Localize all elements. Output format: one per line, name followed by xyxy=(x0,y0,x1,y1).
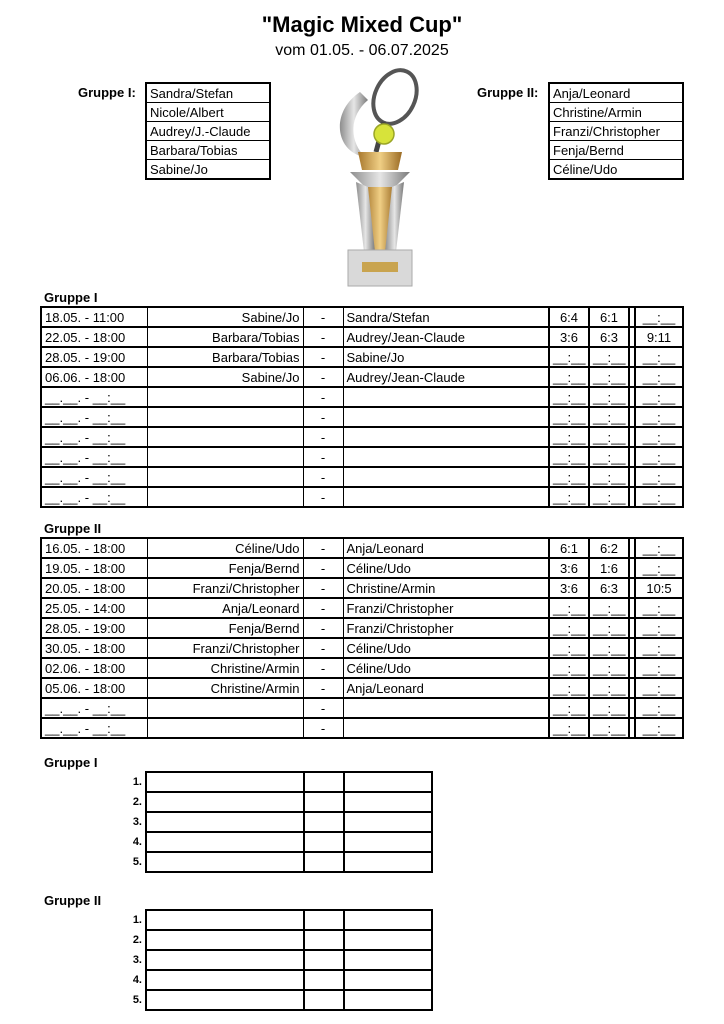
match-home-team xyxy=(147,447,303,467)
set-2-score: __:__ xyxy=(589,638,629,658)
match-row xyxy=(41,467,683,487)
rank-number: 2. xyxy=(132,796,142,808)
match-away-team: Céline/Udo xyxy=(343,638,549,658)
match-date: 28.05. - 19:00 xyxy=(41,347,147,367)
match-date: 06.06. - 18:00 xyxy=(41,367,147,387)
match-home-team: Anja/Leonard xyxy=(147,598,303,618)
match-home-team xyxy=(147,718,303,738)
standings-row xyxy=(128,910,432,930)
rank-number: 3. xyxy=(132,954,142,966)
standings-group-1-table xyxy=(128,771,433,873)
set-1-score: 6:4 xyxy=(549,307,589,327)
standings-group-2-table xyxy=(128,909,433,1011)
rank-number: 5. xyxy=(132,856,142,868)
roster-team: Nicole/Albert xyxy=(146,103,270,122)
match-date: 16.05. - 18:00 xyxy=(41,538,147,558)
set-1-score: __:__ xyxy=(549,487,589,507)
match-row xyxy=(41,678,683,698)
standings-points-cell xyxy=(304,950,344,970)
standings-points-cell xyxy=(304,832,344,852)
match-home-team: Céline/Udo xyxy=(147,538,303,558)
rank-number: 4. xyxy=(132,974,142,986)
tiebreak-score: __:__ xyxy=(635,367,683,387)
match-separator: - xyxy=(303,307,343,327)
tiebreak-score: __:__ xyxy=(635,698,683,718)
standings-points-cell xyxy=(304,970,344,990)
set-1-score: __:__ xyxy=(549,698,589,718)
set-1-score: __:__ xyxy=(549,387,589,407)
match-away-team: Sabine/Jo xyxy=(343,347,549,367)
match-away-team: Anja/Leonard xyxy=(343,678,549,698)
tiebreak-score: __:__ xyxy=(635,718,683,738)
match-separator: - xyxy=(303,678,343,698)
match-row xyxy=(41,718,683,738)
match-separator: - xyxy=(303,487,343,507)
match-row xyxy=(41,367,683,387)
match-row xyxy=(41,347,683,367)
match-date: 18.05. - 11:00 xyxy=(41,307,147,327)
set-2-score: 6:1 xyxy=(589,307,629,327)
standings-row xyxy=(128,832,432,852)
roster-team: Céline/Udo xyxy=(549,160,683,180)
match-row xyxy=(41,327,683,347)
match-home-team: Christine/Armin xyxy=(147,678,303,698)
group-2-roster xyxy=(548,82,684,180)
standings-row xyxy=(128,950,432,970)
rank-number: 2. xyxy=(132,934,142,946)
match-away-team xyxy=(343,718,549,738)
match-date: 30.05. - 18:00 xyxy=(41,638,147,658)
match-home-team: Christine/Armin xyxy=(147,658,303,678)
match-date: __.__. - __:__ xyxy=(41,698,147,718)
rank-number: 1. xyxy=(132,776,142,788)
roster-team: Sandra/Stefan xyxy=(146,83,270,103)
match-row xyxy=(41,447,683,467)
match-away-team xyxy=(343,387,549,407)
standings-row xyxy=(128,970,432,990)
tiebreak-score: __:__ xyxy=(635,427,683,447)
tiebreak-score: __:__ xyxy=(635,447,683,467)
set-1-score: __:__ xyxy=(549,638,589,658)
standings-sets-cell xyxy=(344,852,432,872)
tiebreak-score: __:__ xyxy=(635,307,683,327)
set-2-score: 6:3 xyxy=(589,578,629,598)
standings-team-cell xyxy=(146,812,304,832)
match-away-team: Céline/Udo xyxy=(343,658,549,678)
match-date: __.__. - __:__ xyxy=(41,467,147,487)
match-date: 28.05. - 19:00 xyxy=(41,618,147,638)
match-date: 05.06. - 18:00 xyxy=(41,678,147,698)
set-2-score: __:__ xyxy=(589,387,629,407)
standings-team-cell xyxy=(146,910,304,930)
match-separator: - xyxy=(303,698,343,718)
match-away-team xyxy=(343,407,549,427)
tiebreak-score: __:__ xyxy=(635,467,683,487)
match-away-team xyxy=(343,698,549,718)
set-1-score: __:__ xyxy=(549,618,589,638)
tiebreak-score: __:__ xyxy=(635,658,683,678)
match-away-team xyxy=(343,447,549,467)
standings-row xyxy=(128,772,432,792)
roster-team: Barbara/Tobias xyxy=(146,141,270,160)
standings-sets-cell xyxy=(344,990,432,1010)
standings-row xyxy=(128,792,432,812)
set-1-score: 3:6 xyxy=(549,578,589,598)
tiebreak-score: __:__ xyxy=(635,387,683,407)
match-home-team: Barbara/Tobias xyxy=(147,347,303,367)
roster-team: Fenja/Bernd xyxy=(549,141,683,160)
match-separator: - xyxy=(303,467,343,487)
match-row xyxy=(41,618,683,638)
match-row xyxy=(41,387,683,407)
match-date: __.__. - __:__ xyxy=(41,407,147,427)
match-separator: - xyxy=(303,387,343,407)
standings-points-cell xyxy=(304,990,344,1010)
standings-row xyxy=(128,930,432,950)
standings-sets-cell xyxy=(344,792,432,812)
match-away-team xyxy=(343,427,549,447)
match-home-team: Fenja/Bernd xyxy=(147,618,303,638)
rank-number: 5. xyxy=(132,994,142,1006)
match-separator: - xyxy=(303,327,343,347)
match-row xyxy=(41,638,683,658)
set-2-score: __:__ xyxy=(589,467,629,487)
match-row xyxy=(41,538,683,558)
set-1-score: __:__ xyxy=(549,367,589,387)
standings-team-cell xyxy=(146,950,304,970)
match-date: __.__. - __:__ xyxy=(41,387,147,407)
standings-points-cell xyxy=(304,792,344,812)
match-home-team xyxy=(147,467,303,487)
tiebreak-score: __:__ xyxy=(635,618,683,638)
page-subtitle: vom 01.05. - 06.07.2025 xyxy=(275,42,449,59)
set-1-score: __:__ xyxy=(549,658,589,678)
set-2-score: __:__ xyxy=(589,678,629,698)
match-separator: - xyxy=(303,427,343,447)
set-2-score: __:__ xyxy=(589,698,629,718)
match-separator: - xyxy=(303,407,343,427)
match-away-team: Céline/Udo xyxy=(343,558,549,578)
match-row xyxy=(41,598,683,618)
standings-sets-cell xyxy=(344,832,432,852)
match-row xyxy=(41,658,683,678)
trophy-image xyxy=(320,62,440,288)
tiebreak-score: 9:11 xyxy=(635,327,683,347)
standings-points-cell xyxy=(304,930,344,950)
match-date: __.__. - __:__ xyxy=(41,447,147,467)
standings-team-cell xyxy=(146,792,304,812)
tiebreak-score: __:__ xyxy=(635,638,683,658)
match-home-team: Franzi/Christopher xyxy=(147,578,303,598)
match-date: 20.05. - 18:00 xyxy=(41,578,147,598)
set-1-score: __:__ xyxy=(549,718,589,738)
set-2-score: __:__ xyxy=(589,487,629,507)
standings-points-cell xyxy=(304,812,344,832)
match-separator: - xyxy=(303,638,343,658)
match-separator: - xyxy=(303,367,343,387)
standings-row xyxy=(128,852,432,872)
set-2-score: 6:3 xyxy=(589,327,629,347)
match-home-team xyxy=(147,427,303,447)
match-date: 22.05. - 18:00 xyxy=(41,327,147,347)
set-2-score: 1:6 xyxy=(589,558,629,578)
match-row xyxy=(41,698,683,718)
set-2-score: __:__ xyxy=(589,598,629,618)
set-1-score: __:__ xyxy=(549,678,589,698)
standings-sets-cell xyxy=(344,930,432,950)
set-1-score: __:__ xyxy=(549,598,589,618)
schedule-group-1-title: Gruppe I xyxy=(44,290,98,305)
roster-team: Sabine/Jo xyxy=(146,160,270,180)
match-row xyxy=(41,407,683,427)
match-home-team: Sabine/Jo xyxy=(147,307,303,327)
match-separator: - xyxy=(303,347,343,367)
standings-points-cell xyxy=(304,852,344,872)
standings-group-2-title: Gruppe II xyxy=(44,893,102,908)
match-row xyxy=(41,578,683,598)
group-1-roster-label: Gruppe I: xyxy=(78,85,136,100)
rank-number: 4. xyxy=(132,836,142,848)
schedule-group-1-table xyxy=(40,306,684,508)
match-date: __.__. - __:__ xyxy=(41,487,147,507)
match-away-team: Franzi/Christopher xyxy=(343,618,549,638)
set-1-score: 3:6 xyxy=(549,327,589,347)
standings-team-cell xyxy=(146,852,304,872)
match-row xyxy=(41,307,683,327)
set-1-score: __:__ xyxy=(549,447,589,467)
match-separator: - xyxy=(303,598,343,618)
set-2-score: __:__ xyxy=(589,367,629,387)
match-date: __.__. - __:__ xyxy=(41,427,147,447)
match-home-team: Franzi/Christopher xyxy=(147,638,303,658)
roster-team: Franzi/Christopher xyxy=(549,122,683,141)
match-home-team: Sabine/Jo xyxy=(147,367,303,387)
standings-team-cell xyxy=(146,772,304,792)
tiebreak-score: __:__ xyxy=(635,678,683,698)
match-home-team xyxy=(147,387,303,407)
match-home-team xyxy=(147,487,303,507)
roster-team: Anja/Leonard xyxy=(549,83,683,103)
schedule-group-2-table xyxy=(40,537,684,739)
tiebreak-score: __:__ xyxy=(635,487,683,507)
tiebreak-score: __:__ xyxy=(635,558,683,578)
group-2-roster-label: Gruppe II: xyxy=(477,85,539,100)
standings-team-cell xyxy=(146,990,304,1010)
roster-team: Christine/Armin xyxy=(549,103,683,122)
tiebreak-score: 10:5 xyxy=(635,578,683,598)
set-2-score: __:__ xyxy=(589,347,629,367)
page-title: "Magic Mixed Cup" xyxy=(261,12,463,37)
match-away-team xyxy=(343,487,549,507)
match-row xyxy=(41,558,683,578)
set-1-score: 6:1 xyxy=(549,538,589,558)
set-2-score: 6:2 xyxy=(589,538,629,558)
match-separator: - xyxy=(303,718,343,738)
match-away-team: Sandra/Stefan xyxy=(343,307,549,327)
match-away-team: Franzi/Christopher xyxy=(343,598,549,618)
match-date: 25.05. - 14:00 xyxy=(41,598,147,618)
set-2-score: __:__ xyxy=(589,618,629,638)
match-date: 19.05. - 18:00 xyxy=(41,558,147,578)
standings-row xyxy=(128,812,432,832)
set-2-score: __:__ xyxy=(589,447,629,467)
match-separator: - xyxy=(303,618,343,638)
set-2-score: __:__ xyxy=(589,718,629,738)
standings-sets-cell xyxy=(344,950,432,970)
set-1-score: __:__ xyxy=(549,407,589,427)
match-date: 02.06. - 18:00 xyxy=(41,658,147,678)
standings-sets-cell xyxy=(344,812,432,832)
standings-team-cell xyxy=(146,832,304,852)
standings-group-1-title: Gruppe I xyxy=(44,755,98,770)
rank-number: 3. xyxy=(132,816,142,828)
standings-sets-cell xyxy=(344,970,432,990)
standings-row xyxy=(128,990,432,1010)
tiebreak-score: __:__ xyxy=(635,538,683,558)
match-home-team: Barbara/Tobias xyxy=(147,327,303,347)
match-away-team: Anja/Leonard xyxy=(343,538,549,558)
set-1-score: __:__ xyxy=(549,347,589,367)
rank-number: 1. xyxy=(132,914,142,926)
match-separator: - xyxy=(303,658,343,678)
match-away-team: Audrey/Jean-Claude xyxy=(343,367,549,387)
tiebreak-score: __:__ xyxy=(635,407,683,427)
standings-sets-cell xyxy=(344,772,432,792)
match-separator: - xyxy=(303,558,343,578)
standings-team-cell xyxy=(146,930,304,950)
match-separator: - xyxy=(303,447,343,467)
standings-team-cell xyxy=(146,970,304,990)
set-2-score: __:__ xyxy=(589,658,629,678)
tiebreak-score: __:__ xyxy=(635,598,683,618)
set-1-score: __:__ xyxy=(549,427,589,447)
match-home-team: Fenja/Bernd xyxy=(147,558,303,578)
standings-sets-cell xyxy=(344,910,432,930)
schedule-group-2-title: Gruppe II xyxy=(44,521,102,536)
tiebreak-score: __:__ xyxy=(635,347,683,367)
group-1-roster xyxy=(145,82,271,180)
match-date: __.__. - __:__ xyxy=(41,718,147,738)
set-2-score: __:__ xyxy=(589,407,629,427)
match-away-team xyxy=(343,467,549,487)
match-away-team: Christine/Armin xyxy=(343,578,549,598)
match-separator: - xyxy=(303,578,343,598)
set-1-score: __:__ xyxy=(549,467,589,487)
roster-team: Audrey/J.-Claude xyxy=(146,122,270,141)
match-row xyxy=(41,427,683,447)
match-away-team: Audrey/Jean-Claude xyxy=(343,327,549,347)
set-1-score: 3:6 xyxy=(549,558,589,578)
match-home-team xyxy=(147,698,303,718)
standings-points-cell xyxy=(304,910,344,930)
match-row xyxy=(41,487,683,507)
match-home-team xyxy=(147,407,303,427)
match-separator: - xyxy=(303,538,343,558)
standings-points-cell xyxy=(304,772,344,792)
set-2-score: __:__ xyxy=(589,427,629,447)
